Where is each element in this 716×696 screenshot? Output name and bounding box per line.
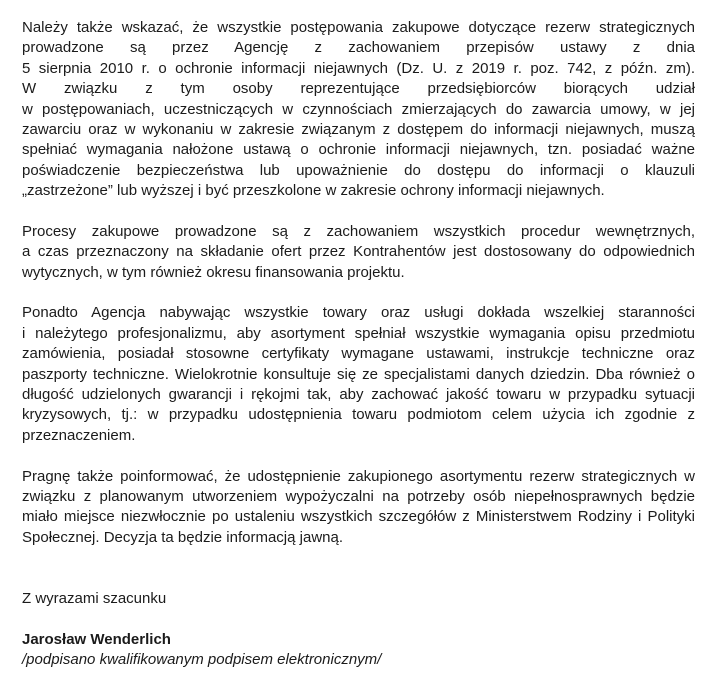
paragraph xyxy=(22,222,695,283)
text-line: Należy także wskazać, że wszystkie postępowania zakupowe dotyczące rezerw strategicznych xyxy=(22,19,695,36)
letter-body xyxy=(22,18,695,548)
text-line: zamówienia, posiadał stosowne certyfikaty wymagane ustawami, instrukcje techniczne oraz xyxy=(22,345,695,363)
text-line: Procesy zakupowe prowadzone są z zachowaniem wszystkich procedur wewnętrznych, xyxy=(22,222,695,240)
signatory-name: Jarosław Wenderlich xyxy=(22,630,171,648)
text-line: Pragnę także poinformować, że udostępnienie zakupionego asortymentu rezerw strategicznych w xyxy=(22,467,695,485)
text-line: Ponadto Agencja nabywając wszystkie towary oraz usługi dokłada wszelkiej staranności xyxy=(22,304,695,322)
text-line: i należytego profesjonalizmu, aby asortyment spełniał wszystkie wymagania opisu przedmiotu xyxy=(22,324,695,342)
text-line: Społecznej. Decyzja ta będzie informacją jawną. xyxy=(22,528,343,546)
text-line: a czas przeznaczony na składanie ofert przez Kontrahentów jest dostosowany do odpowiednich xyxy=(22,243,695,261)
text-line: przeznaczeniem. xyxy=(22,426,136,444)
text-line: w postępowaniach, uczestniczących w czynnościach zmierzających do zawarcia umowy, w jej xyxy=(22,100,695,118)
text-line: „zastrzeżone” lub wyższej i być przeszkolone w zakresie ochrony informacji niejawnych. xyxy=(22,182,605,200)
paragraph xyxy=(22,467,695,549)
paragraph xyxy=(22,18,695,202)
text-line: długość udzielonych gwarancji i rękojmi tak, aby zachować jakość towaru w przypadku sytuacji xyxy=(22,386,695,404)
closing-salutation: Z wyrazami szacunku xyxy=(22,589,167,607)
text-line: paszporty techniczne. Wielokrotnie konsultuje się ze specjalistami danych dziedzin. Dba również o xyxy=(22,365,695,383)
text-line: W związku z tym osoby reprezentujące przedsiębiorców biorących udział xyxy=(22,80,695,98)
text-line: prowadzone są przez Agencję z zachowaniem przepisów ustawy z dnia xyxy=(22,39,695,57)
text-line: spełniać wymagania nałożone ustawą o ochronie informacji niejawnych, tzn. posiadać ważne xyxy=(22,141,695,159)
text-line: wytycznych, w tym również okresu finansowania projektu. xyxy=(22,263,405,281)
text-line: poświadczenie bezpieczeństwa lub upoważnienie do dostępu do informacji o klauzuli xyxy=(22,161,695,179)
paragraph xyxy=(22,303,695,446)
text-line: związku z planowanym utworzeniem wypożyczalni na potrzeby osób niepełnosprawnych będzie xyxy=(22,487,695,505)
signature-note: /podpisano kwalifikowanym podpisem elektronicznym/ xyxy=(22,651,382,669)
text-line: miało miejsce niezwłocznie po ustaleniu wszystkich szczegółów z Ministerstwem Rodziny i Polityki xyxy=(22,508,695,526)
text-line: 5 sierpnia 2010 r. o ochronie informacji niejawnych (Dz. U. z 2019 r. poz. 742, z późn. zm). xyxy=(22,59,695,77)
text-line: kryzysowych, tj.: w przypadku udostępnienia towaru podmiotom celem użycia ich zgodnie z xyxy=(22,406,695,424)
text-line: zawarciu oraz w wykonaniu w zakresie związanym z dostępem do informacji niejawnych, muszą xyxy=(22,120,695,138)
